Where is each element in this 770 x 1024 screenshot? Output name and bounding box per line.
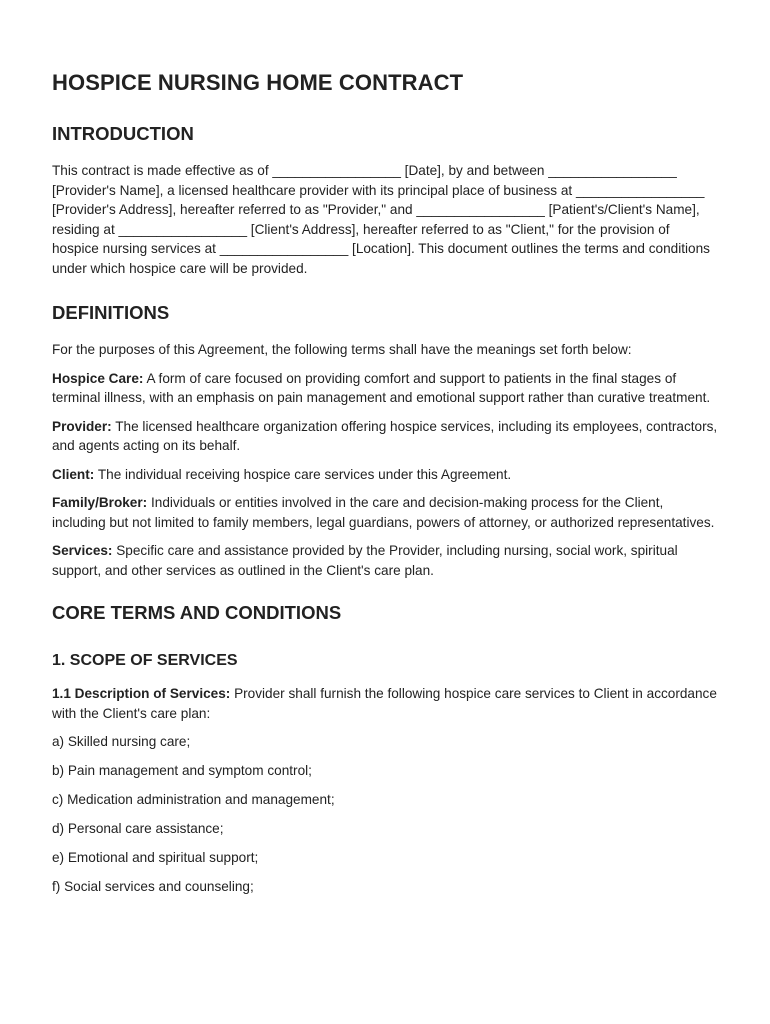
- contract-page: [52, 70, 720, 906]
- definition-text: Individuals or entities involved in the care and decision-making process for the Client, including but not limited to family members, legal guardians, powers of attorney, or authorized representatives.: [52, 495, 715, 530]
- definition-text: Specific care and assistance provided by the Provider, including nursing, social work, spiritual support, and other services as outlined in the Client's care plan.: [52, 543, 678, 578]
- definition-hospice-care: [52, 369, 720, 408]
- definition-term: Hospice Care:: [52, 370, 144, 386]
- introduction-heading: INTRODUCTION: [52, 123, 194, 144]
- introduction-text: This contract is made effective as of _________________ [Date], by and between _________________ [Provider's Name], a licensed healthcare provider with its principal place of business at _________________ [Provider's Address], hereafter referred to as "Provider," and _________________ [Patient's/Client's Name], residing at _________________ [Client's Address], hereafter referred to as "Client," for the provision of hospice nursing services at _________________ [Location]. This document outlines the terms and conditions under which hospice care will be provided.: [52, 163, 710, 276]
- list-item: e) Emotional and spiritual support;: [52, 850, 259, 865]
- definition-text: A form of care focused on providing comfort and support to patients in the final stages of terminal illness, with an emphasis on pain management and emotional support rather than curative treatment.: [52, 370, 711, 405]
- list-item: f) Social services and counseling;: [52, 879, 254, 894]
- definition-term: Family/Broker:: [52, 495, 148, 510]
- services-list: [52, 732, 720, 897]
- list-item: b) Pain management and symptom control;: [52, 763, 312, 778]
- definition-client: [52, 465, 720, 485]
- definition-term: Services:: [52, 543, 113, 558]
- definitions-intro: For the purposes of this Agreement, the following terms shall have the meanings set forth below:: [52, 342, 632, 357]
- definition-text: The individual receiving hospice care services under this Agreement.: [94, 466, 512, 482]
- definitions-section: [52, 302, 720, 580]
- description-text: Provider shall furnish the following hospice care services to Client in accordance with the Client's care plan:: [52, 686, 717, 721]
- introduction-section: [52, 123, 720, 278]
- definition-services: [52, 541, 720, 580]
- definitions-heading: DEFINITIONS: [52, 302, 170, 323]
- definition-text: The licensed healthcare organization offering hospice services, including its employees, contractors, and agents acting on its behalf.: [52, 418, 718, 453]
- list-item: d) Personal care assistance;: [52, 821, 224, 836]
- document-title: HOSPICE NURSING HOME CONTRACT: [52, 70, 464, 95]
- description-term: 1.1 Description of Services:: [52, 686, 231, 701]
- definition-term: Client:: [52, 466, 95, 482]
- definition-term: Provider:: [52, 418, 112, 434]
- scope-of-services-heading: 1. SCOPE OF SERVICES: [52, 652, 238, 669]
- definition-provider: [52, 417, 720, 456]
- list-item: a) Skilled nursing care;: [52, 734, 191, 749]
- core-terms-heading: CORE TERMS AND CONDITIONS: [52, 602, 342, 623]
- definition-family-broker: [52, 493, 720, 532]
- list-item: c) Medication administration and management;: [52, 792, 335, 807]
- description-of-services: [52, 684, 720, 723]
- core-terms-section: [52, 602, 720, 897]
